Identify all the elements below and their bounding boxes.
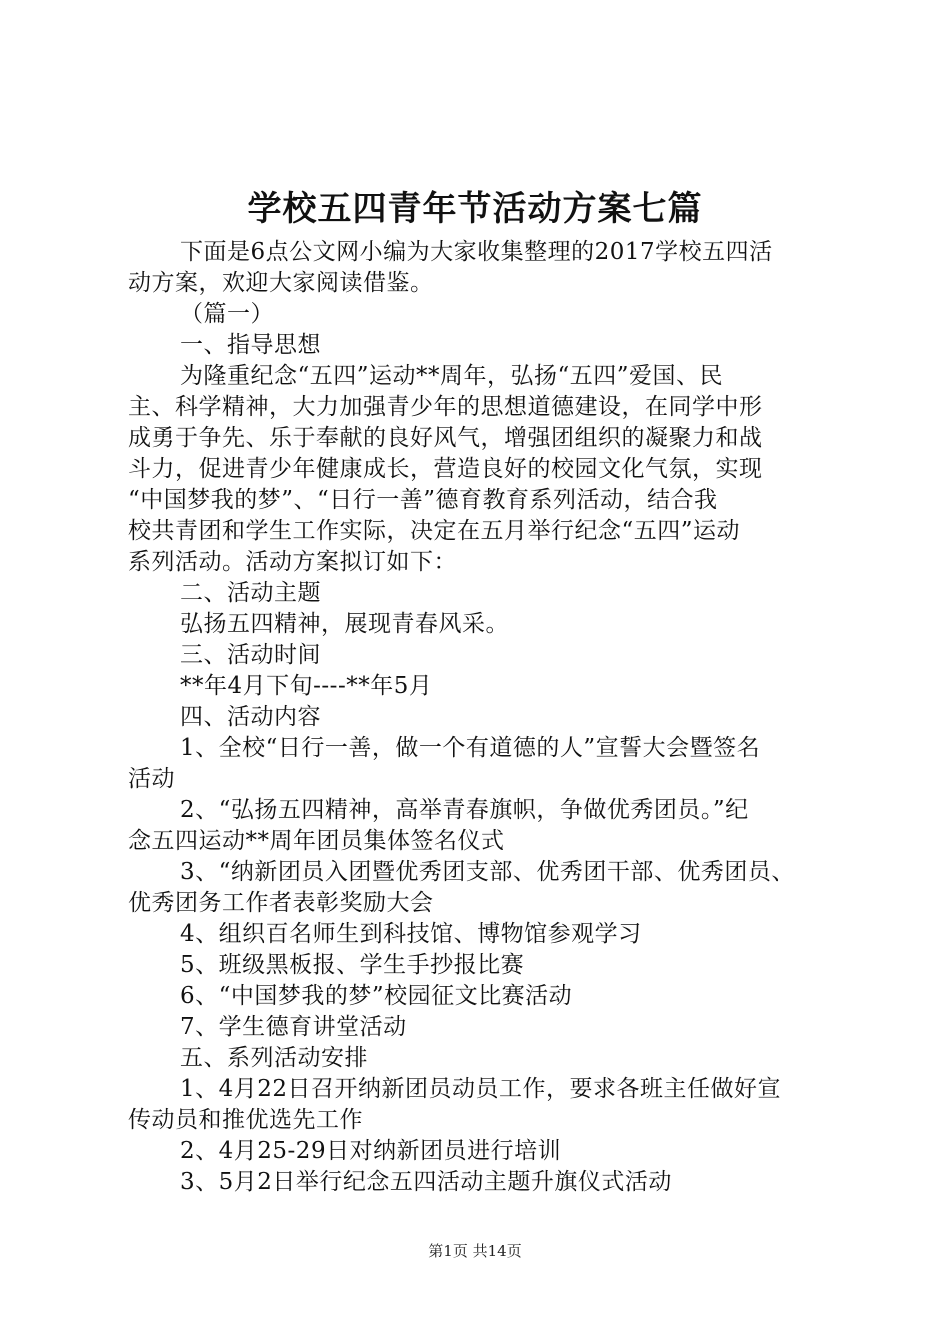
- body-line: 主、科学精神，大力加强青少年的思想道德建设，在同学中形: [128, 394, 763, 420]
- body-line: 成勇于争先、乐于奉献的良好风气，增强团组织的凝聚力和战: [128, 425, 763, 451]
- body-line: 1、4月22日召开纳新团员动员工作，要求各班主任做好宣: [180, 1076, 782, 1102]
- body-line: 1、全校“日行一善，做一个有道德的人”宣誓大会暨签名: [180, 735, 761, 761]
- body-line: 3、5月2日举行纪念五四活动主题升旗仪式活动: [180, 1169, 672, 1195]
- body-line: 活动: [128, 766, 175, 792]
- page-footer: 第1页 共14页: [428, 1242, 522, 1260]
- body-line: 4、组织百名师生到科技馆、博物馆参观学习: [180, 921, 642, 947]
- body-line: 7、学生德育讲堂活动: [180, 1014, 407, 1040]
- body-line: 校共青团和学生工作实际，决定在五月举行纪念“五四”运动: [128, 518, 741, 544]
- body-line: 念五四运动**周年团员集体签名仪式: [128, 828, 505, 854]
- body-line: 为隆重纪念“五四”运动**周年，弘扬“五四”爱国、民: [180, 363, 724, 389]
- body-line: 3、“纳新团员入团暨优秀团支部、优秀团干部、优秀团员、: [180, 859, 795, 885]
- body-line: 五、系列活动安排: [180, 1045, 368, 1071]
- body-line: 系列活动。活动方案拟订如下：: [128, 549, 457, 575]
- body-line: 优秀团务工作者表彰奖励大会: [128, 890, 434, 916]
- body-line: 三、活动时间: [180, 642, 321, 668]
- body-line: 6、“中国梦我的梦”校园征文比赛活动: [180, 983, 573, 1009]
- body-line: 5、班级黑板报、学生手抄报比赛: [180, 952, 525, 978]
- body-line: 2、4月25-29日对纳新团员进行培训: [180, 1138, 562, 1164]
- body-line: （篇一）: [180, 301, 274, 327]
- body-line: 二、活动主题: [180, 580, 321, 606]
- body-line: **年4月下旬----**年5月: [180, 673, 433, 699]
- document-body: [128, 237, 834, 1198]
- body-line: 弘扬五四精神，展现青春风采。: [180, 611, 509, 637]
- body-line: 一、指导思想: [180, 332, 321, 358]
- body-line: 传动员和推优选先工作: [128, 1107, 363, 1133]
- body-line: 动方案，欢迎大家阅读借鉴。: [128, 270, 434, 296]
- body-line: “中国梦我的梦”、“日行一善”德育教育系列活动，结合我: [128, 487, 718, 513]
- body-line: 2、“弘扬五四精神，高举青春旗帜，争做优秀团员。”纪: [180, 797, 749, 823]
- body-line: 斗力，促进青少年健康成长，营造良好的校园文化气氛，实现: [128, 456, 763, 482]
- body-line: 四、活动内容: [180, 704, 321, 730]
- document-title: 学校五四青年节活动方案七篇: [247, 189, 703, 229]
- body-line: 下面是6点公文网小编为大家收集整理的2017学校五四活: [180, 239, 773, 265]
